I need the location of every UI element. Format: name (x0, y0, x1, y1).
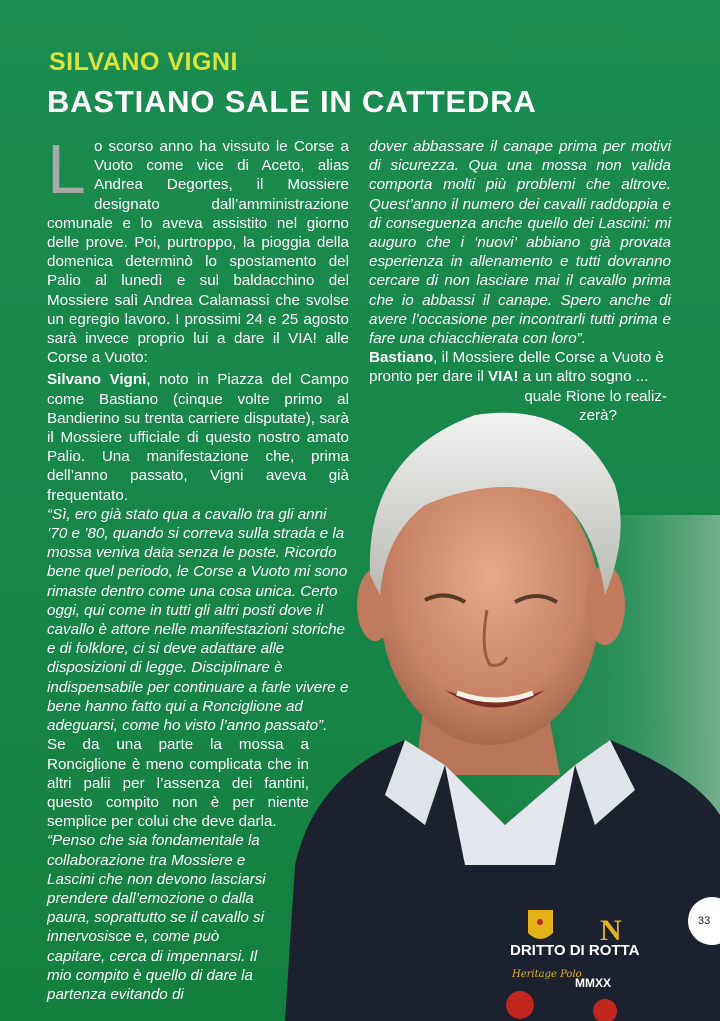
article-kicker: SILVANO VIGNI (49, 48, 238, 76)
shirt-script: Heritage Polo (512, 969, 582, 980)
vigni-name: Silvano Vigni (47, 371, 147, 389)
portrait-photo (275, 395, 720, 1021)
drop-cap: L (47, 130, 86, 208)
shirt-brand: DRITTO DI ROTTA (510, 942, 640, 959)
vigni-paragraph: Silvano Vigni, noto in Piazza del Campo come Bastiano (cinque volte primo al Bandierino su trenta carriere disputate), sarà il Mossiere ufficiale di questo nostro amato Palio. Una manifestazione che, prima dell’anno passato, Vigni aveva già frequentato. (47, 371, 349, 504)
mossa-paragraph: Se da una parte la mossa a Ronciglione è meno complicata che in altri palii per l’assenza dei fantini, questo compito non è per niente semplice per colui che deve darla. (47, 736, 309, 831)
closing-paragraph: Bastiano, il Mossiere delle Corse a Vuoto è pronto per dare il VIA! a un altro sogno ... (369, 349, 664, 386)
quote-continuation: dover abbassare il canape prima per motivi di sicurezza. Qua una mossa non valida comporta molti più problemi che altrove. Quest’anno il numero dei cavalli raddoppia e di conseguenza anche quello dei Lascini: mi auguro che i ‘nuovi’ abbiano già provata esperienza in allenamento e tutti dovranno cercare di non lasciare mai il cavallo prima che io abbassi il canape. Spero anche di avere l’occasione per incontrarli tutti prima e fare una chiacchierata con loro”. (369, 138, 671, 348)
closing-line-1: quale Rione lo realiz- (524, 387, 667, 405)
closing-line-2: zerà? (579, 406, 617, 424)
page-number: 33 (688, 897, 720, 945)
emblem-icon (506, 991, 534, 1019)
crest-letter: N (600, 914, 622, 947)
quote-memories: “Sì, ero già stato qua a cavallo tra gli anni ’70 e ’80, quando si correva sulla strada e la mossa veniva data senza le poste. Ricordo bene quel periodo, le Corse a Vuoto mi sono rimaste dentro come una cosa unica. Certo oggi, qui come in tutti gli altri posti dove il cavallo è attore nelle manifestazioni storiche e di folklore, ci si deve adattare alle disposizioni di legge. Disciplinare è indispensabile per continuare a farle vivere e bene hanno fatto qui a Ronciglione ad adeguarsi, come ho visto l’anno passato”. (47, 505, 349, 735)
article-title: BASTIANO SALE IN CATTEDRA (47, 84, 537, 119)
intro-paragraph: Lo scorso anno ha vissuto le Corse a Vuoto come vice di Aceto, alias Andrea Degortes, il Mossiere designato dall’amministrazione comunale e lo aveva assistito nel giorno delle prove. Poi, purtroppo, la pioggia della domenica determinò lo spostamento del Palio al lunedì e sul baldacchino del Mossiere salì Andrea Calamassi che svolse un egregio lavoro. I prossimi 24 e 25 agosto sarà invece proprio lui a dare il VIA! alle Corse a Vuoto: (47, 130, 349, 367)
quote-collaboration: “Penso che sia fondamentale la collaborazione tra Mossiere e Lascini che non devono lasciarsi prendere dall’emozione o dalla paura, soprattutto se il cavallo si innervosisce e, come può capitare, cerca di impennarsi. Il mio compito è quello di dare la partenza evitando di (47, 832, 266, 1003)
via-emphasis: VIA! (488, 368, 519, 386)
bastiano-name: Bastiano (369, 349, 434, 367)
right-column (369, 137, 671, 425)
shirt-year: MMXX (575, 976, 611, 990)
